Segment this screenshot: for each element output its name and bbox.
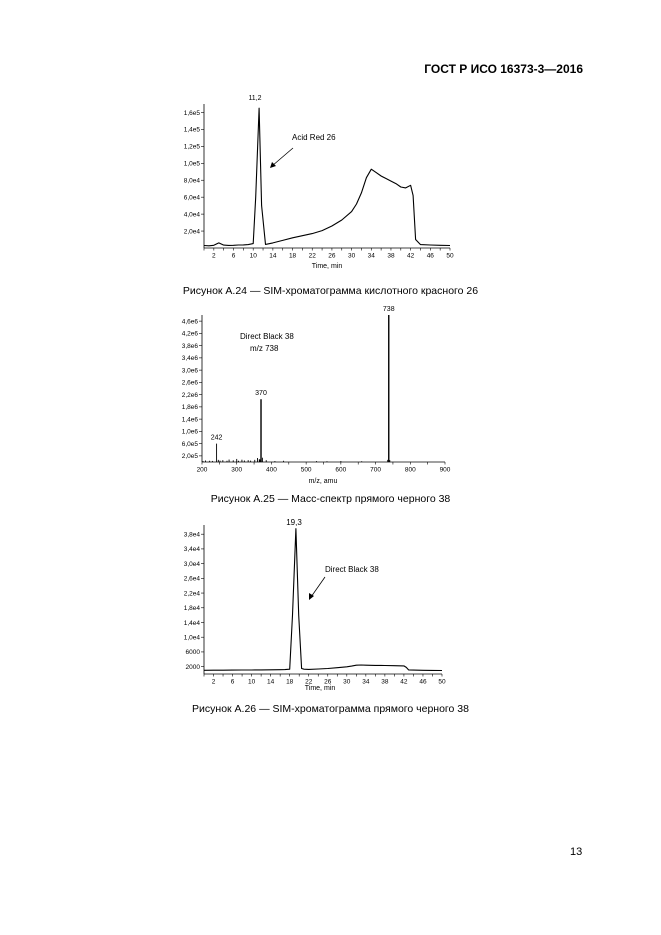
chromatogram-direct-black-38: [0, 513, 661, 698]
y-tick-label: 1,0e4: [183, 634, 200, 642]
x-tick-label: 18: [286, 678, 294, 686]
plot-area-2: [182, 306, 451, 474]
y-tick-label: 1,4e6: [181, 416, 198, 424]
figure-caption-a24: Рисунок A.24 — SIM-хроматограмма кислотного красного 26: [182, 285, 479, 297]
x-axis-label: m/z, amu: [308, 478, 338, 485]
x-tick-label: 30: [343, 678, 351, 686]
peak-label: 738: [382, 306, 395, 313]
x-tick-label: 18: [288, 252, 297, 260]
x-tick-label: 42: [400, 678, 408, 686]
plot-area-1: [184, 104, 454, 260]
document-header: ГОСТ Р ИСО 16373-3—2016: [424, 62, 583, 76]
y-tick-label: 6,0e4: [183, 194, 200, 202]
x-tick-label: 26: [328, 252, 336, 260]
y-tick-label: 1,8e6: [181, 404, 198, 412]
x-tick-label: 38: [381, 678, 389, 686]
y-tick-label: 1,8e4: [183, 605, 200, 613]
y-tick-label: 2000: [185, 663, 200, 671]
peak-label: 19,3: [286, 518, 302, 527]
x-tick-label: 34: [362, 678, 370, 686]
chromatogram-acid-red-26: [0, 90, 661, 280]
y-tick-label: 6,0e5: [181, 440, 198, 448]
y-tick-label: 4,6e6: [181, 318, 198, 326]
x-tick-label: 300: [231, 466, 243, 474]
x-tick-label: 30: [347, 252, 356, 260]
y-tick-label: 4,0e4: [183, 211, 200, 219]
x-tick-label: 50: [446, 252, 454, 260]
annotation-line-2: m/z 738: [250, 344, 279, 353]
x-tick-label: 6: [231, 252, 236, 260]
x-tick-label: 800: [404, 466, 416, 474]
y-tick-label: 2,0e4: [183, 228, 200, 236]
peak-label: 11,2: [248, 95, 262, 102]
x-tick-label: 400: [265, 466, 277, 474]
y-tick-label: 3,8e6: [181, 342, 198, 350]
y-tick-label: 3,4e6: [181, 355, 198, 363]
x-tick-label: 200: [196, 466, 208, 474]
x-tick-label: 34: [367, 252, 375, 260]
series-line: [204, 108, 450, 246]
x-tick-label: 50: [438, 678, 446, 686]
y-tick-label: 3,0e6: [181, 367, 198, 375]
annotation-arrow: [309, 577, 325, 600]
y-tick-label: 8,0e4: [183, 177, 200, 185]
x-tick-label: 900: [439, 466, 451, 474]
y-tick-label: 2,6e6: [181, 379, 198, 387]
x-tick-label: 10: [249, 252, 257, 260]
x-tick-label: 14: [269, 252, 277, 260]
x-axis-label: Time, min: [311, 263, 343, 270]
x-tick-label: 42: [407, 252, 415, 260]
x-tick-label: 22: [305, 678, 313, 686]
peak-label: 370: [255, 390, 267, 398]
y-tick-label: 3,8e4: [183, 531, 200, 539]
y-tick-label: 1,0e5: [183, 160, 200, 168]
annotation-text: Direct Black 38: [325, 565, 379, 574]
annotation-line-1: Direct Black 38: [240, 332, 294, 341]
x-tick-label: 500: [300, 466, 312, 474]
x-tick-label: 700: [370, 466, 382, 474]
x-tick-label: 2: [211, 678, 216, 686]
y-tick-label: 6000: [185, 649, 200, 657]
peak-label: 242: [210, 434, 223, 442]
y-tick-label: 2,2e6: [181, 391, 198, 399]
x-tick-label: 46: [419, 678, 427, 686]
x-axis-label: Time, min: [304, 685, 336, 692]
annotation-text: Acid Red 26: [292, 133, 336, 142]
y-tick-label: 3,0e4: [183, 560, 200, 568]
y-tick-label: 2,6e4: [183, 575, 200, 583]
x-tick-label: 2: [212, 252, 216, 260]
y-tick-label: 4,2e6: [181, 330, 198, 338]
y-tick-label: 1,4e5: [183, 126, 200, 134]
mass-spectrum-direct-black-38: [0, 305, 661, 485]
x-tick-label: 6: [230, 678, 235, 686]
x-tick-label: 22: [308, 252, 316, 260]
y-tick-label: 2,2e4: [183, 590, 200, 598]
y-tick-label: 1,6e5: [183, 109, 200, 117]
series-line: [204, 529, 442, 671]
x-tick-label: 10: [247, 678, 256, 686]
x-tick-label: 14: [267, 678, 275, 686]
x-tick-label: 38: [387, 252, 395, 260]
annotation-arrow: [270, 148, 293, 168]
figure-caption-a26: Рисунок A.26 — SIM-хроматограмма прямого черного 38: [192, 703, 469, 715]
y-tick-label: 2,0e5: [181, 453, 198, 461]
y-tick-label: 1,2e5: [183, 143, 200, 151]
y-tick-label: 1,4e4: [183, 619, 200, 627]
plot-area-3: [184, 525, 446, 686]
x-tick-label: 26: [324, 678, 332, 686]
y-tick-label: 3,4e4: [183, 546, 200, 554]
figure-caption-a25: Рисунок A.25 — Масс-спектр прямого черного 38: [210, 493, 451, 505]
y-tick-label: 1,0e6: [181, 428, 198, 436]
page-number: 13: [570, 846, 583, 858]
x-tick-label: 46: [426, 252, 434, 260]
x-tick-label: 600: [335, 466, 347, 474]
